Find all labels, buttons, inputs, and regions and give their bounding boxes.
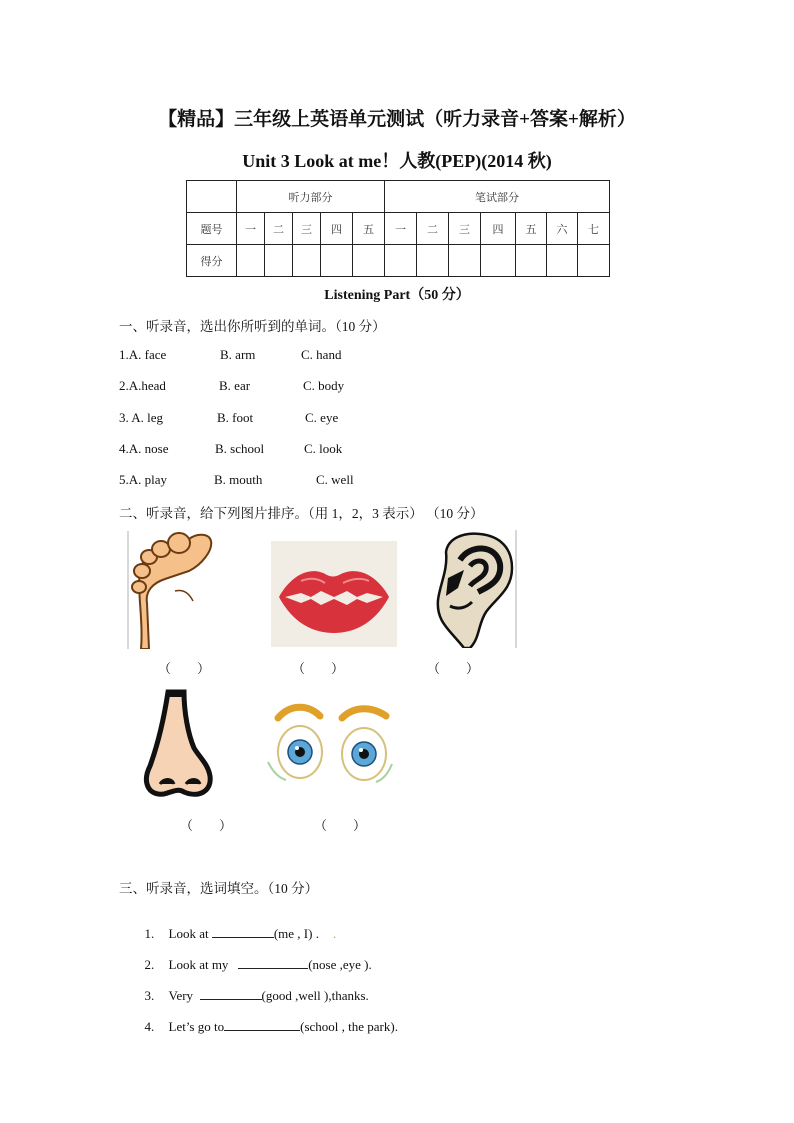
ear-picture <box>430 530 518 648</box>
option-c: C. hand <box>301 347 342 362</box>
row-label: 得分 <box>187 245 237 277</box>
col-label: 一 <box>385 213 417 245</box>
answer-parentheses[interactable]: （ ） <box>292 661 345 676</box>
row-label: 题号 <box>187 213 237 245</box>
score-cell[interactable] <box>547 245 578 277</box>
score-cell[interactable] <box>449 245 481 277</box>
item-text: Very <box>168 988 200 1003</box>
table-corner-cell <box>187 181 237 213</box>
question-number-row <box>187 213 610 245</box>
item-options: (good ,well ),thanks. <box>261 988 369 1003</box>
col-label: 七 <box>578 213 610 245</box>
score-table <box>186 180 610 277</box>
option-a: 1.A. face <box>119 347 167 362</box>
col-label: 五 <box>353 213 385 245</box>
section3-heading: 三、听录音，选词填空。（10 分） <box>119 881 319 896</box>
section2-heading: 二、听录音，给下列图片排序。（用 1，2，3 表示） （10 分） <box>119 506 484 521</box>
option-c: C. look <box>304 441 343 456</box>
item-number: 1. <box>144 926 155 941</box>
score-cell[interactable] <box>237 245 265 277</box>
col-label: 三 <box>293 213 321 245</box>
score-cell[interactable] <box>321 245 353 277</box>
col-label: 四 <box>481 213 516 245</box>
score-cell[interactable] <box>516 245 547 277</box>
option-c: C. well <box>316 472 354 487</box>
score-cell[interactable] <box>293 245 321 277</box>
option-a: 3. A. leg <box>119 410 164 425</box>
col-label: 四 <box>321 213 353 245</box>
answer-blank[interactable] <box>238 956 308 969</box>
writing-header: 笔试部分 <box>385 181 610 213</box>
answer-blank[interactable] <box>212 925 274 938</box>
listening-part-heading: Listening Part（50 分） <box>324 288 470 303</box>
answer-blank[interactable] <box>224 1018 300 1031</box>
item-options: (school , the park). <box>300 1019 398 1034</box>
answer-parentheses[interactable]: （ ） <box>427 661 480 676</box>
item-number: 2. <box>144 957 155 972</box>
foot-picture <box>127 531 219 649</box>
nose-picture <box>138 688 218 800</box>
option-b: B. ear <box>219 378 251 393</box>
score-cell[interactable] <box>353 245 385 277</box>
score-row <box>187 245 610 277</box>
col-label: 六 <box>547 213 578 245</box>
fill-item-2 <box>138 940 372 973</box>
mouth-picture <box>271 541 397 647</box>
fill-item-4 <box>138 1002 398 1035</box>
option-b: B. mouth <box>214 472 263 487</box>
item-text: Let’s go to <box>168 1019 225 1034</box>
fill-item-1: 1. Look at (me , I) . . <box>144 926 337 941</box>
listening-header: 听力部分 <box>237 181 385 213</box>
section1-heading: 一、听录音，选出你所听到的单词。（10 分） <box>119 319 386 334</box>
col-label: 二 <box>417 213 449 245</box>
col-label: 五 <box>516 213 547 245</box>
score-cell[interactable] <box>417 245 449 277</box>
answer-parentheses[interactable]: （ ） <box>314 818 367 833</box>
item-number: 4. <box>144 1019 155 1034</box>
fill-item-3 <box>138 971 369 1004</box>
option-b: B. foot <box>217 410 254 425</box>
col-label: 一 <box>237 213 265 245</box>
eyes-picture <box>262 702 398 788</box>
option-a: 2.A.head <box>119 378 166 393</box>
option-a: 5.A. play <box>119 472 168 487</box>
answer-parentheses[interactable]: （ ） <box>180 818 233 833</box>
item-text: Look at <box>168 926 212 941</box>
document-subtitle: Unit 3 Look at me！人教(PEP)(2014 秋) <box>242 151 552 171</box>
option-c: C. body <box>303 378 345 393</box>
item-number: 3. <box>144 988 155 1003</box>
option-c: C. eye <box>305 410 339 425</box>
col-label: 三 <box>449 213 481 245</box>
score-table-header-row <box>187 181 610 213</box>
option-b: B. arm <box>220 347 256 362</box>
score-cell[interactable] <box>578 245 610 277</box>
document-title: 【精品】三年级上英语单元测试（听力录音+答案+解析） <box>158 109 636 130</box>
item-options: (nose ,eye ). <box>308 957 372 972</box>
score-cell[interactable] <box>385 245 417 277</box>
score-cell[interactable] <box>265 245 293 277</box>
score-cell[interactable] <box>481 245 516 277</box>
option-b: B. school <box>215 441 265 456</box>
item-text: Look at my <box>168 957 239 972</box>
answer-parentheses[interactable]: （ ） <box>158 661 211 676</box>
col-label: 二 <box>265 213 293 245</box>
option-a: 4.A. nose <box>119 441 169 456</box>
answer-blank[interactable] <box>200 987 262 1000</box>
item-options: (me , I) . <box>273 926 319 941</box>
